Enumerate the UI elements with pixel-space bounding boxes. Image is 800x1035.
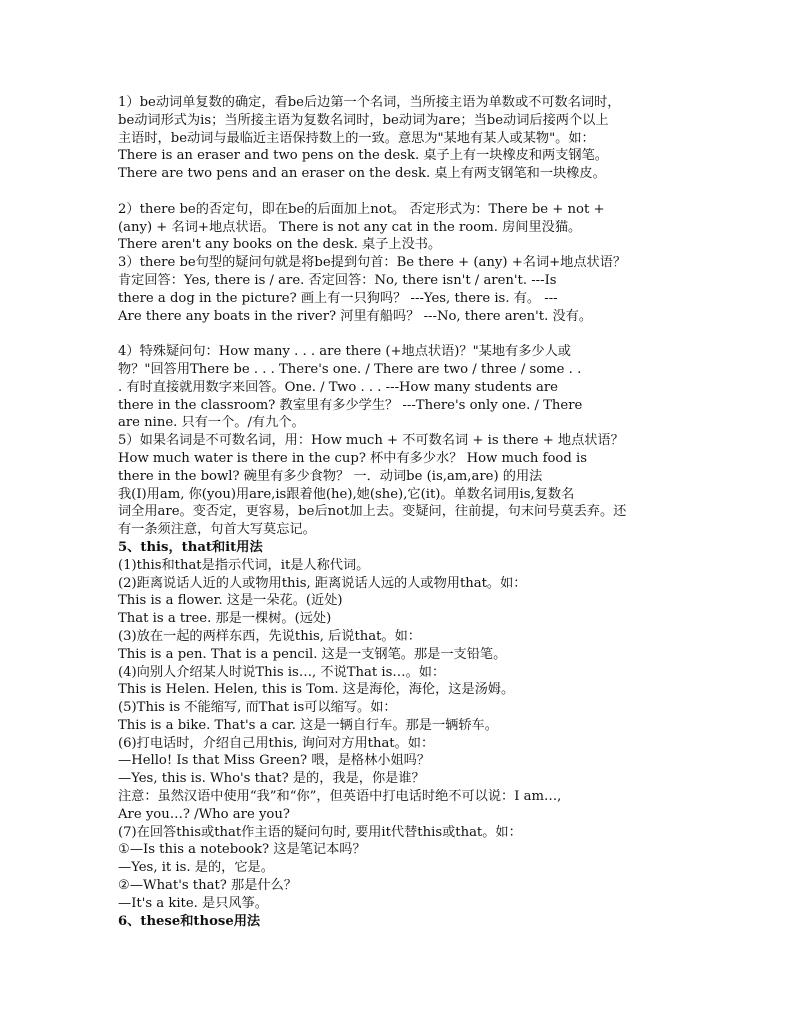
text-line: —Yes, it is. 是的，它是。 [118,860,274,876]
text-line: —It's a kite. 是只风筝。 [118,895,268,911]
text-line: Are there any boats in the river? 河里有船吗？ ---No, there aren't. 没有。 [118,308,593,324]
text-line: (any) + 名词+地点状语。 There is not any cat in the room. 房间里没猫。 [118,219,582,235]
paragraph-gap [118,183,696,201]
text-line: Are you…? /Who are you? [118,806,290,822]
text-line: —Yes, this is. Who's that? 是的，我是，你是谁？ [118,771,425,787]
text-line: there in the classroom? 教室里有多少学生？ ---There's only one. / There [118,397,583,413]
text-line: This is a flower. 这是一朵花。(近处) [118,593,343,609]
document-page [118,94,696,930]
text-line: (4)向别人介绍某人时说This is…, 不说That is…。如： [118,664,446,680]
text-line: 2）there be的否定句，即在be的后面加上not。 否定形式为：There be + not + [118,201,605,217]
text-line: 1）be动词单复数的确定，看be后边第一个名词，当所接主语为单数或不可数名词时， [118,95,621,110]
text-line: (2)距离说话人近的人或物用this, 距离说话人远的人或物用that。如： [118,575,527,591]
text-line: be动词形式为is；当所接主语为复数名词时，be动词为are；当be动词后接两个以上 [118,112,609,128]
text-line: 我(I)用am, 你(you)用are,is跟着他(he),她(she),它(it)。单数名词用is,复数名 [118,486,575,502]
text-line: ②—What's that? 那是什么？ [118,878,297,894]
text-line: This is Helen. Helen, this is Tom. 这是海伦，海伦，这是汤姆。 [118,682,515,698]
text-line: There are two pens and an eraser on the desk. 桌上有两支钢笔和一块橡皮。 [118,166,606,182]
text-line: This is a bike. That's a car. 这是一辆自行车。那是一辆轿车。 [118,717,498,733]
text-line: (1)this和that是指示代词，it是人称代词。 [118,557,370,573]
text-line: 词全用are。变否定，更容易，be后not加上去。变疑问，往前提，句末问号莫丢弃。还 [118,504,627,520]
text-line: This is a pen. That is a pencil. 这是一支钢笔。那是一支铅笔。 [118,646,507,662]
text-line: . 有时直接就用数字来回答。One. / Two . . . ---How many students are [118,379,558,395]
text-line: 物？"回答用There be . . . There's one. / There are two / three / some . . [118,361,582,377]
text-line: 3）there be句型的疑问句就是将be提到句首：Be there + (any) +名词+地点状语？ [118,255,627,271]
section-heading: 6、these和those用法 [118,913,261,929]
text-line: (7)在回答this或that作主语的疑问句时, 要用it代替this或that。如： [118,824,522,840]
text-line: are nine. 只有一个。/有九个。 [118,415,305,431]
text-line: 5）如果名词是不可数名词，用：How much + 不可数名词 + is there + 地点状语？ [118,433,624,449]
text-line: ①—Is this a notebook? 这是笔记本吗？ [118,842,366,858]
text-line: How much water is there in the cup? 杯中有多少水？ How much food is [118,450,587,466]
text-line: There is an eraser and two pens on the desk. 桌子上有一块橡皮和两支钢笔。 [118,148,608,164]
text-line: there in the bowl? 碗里有多少食物？ 一．动词be (is,am,are) 的用法 [118,468,543,484]
text-line: there a dog in the picture? 画上有一只狗吗？ ---Yes, there is. 有。 --- [118,290,558,306]
text-line: 有一条须注意，句首大写莫忘记。 [118,522,316,538]
text-line: 注意：虽然汉语中使用“我”和“你”，但英语中打电话时绝不可以说：I am…, [118,789,562,805]
text-line: (6)打电话时，介绍自己用this, 询问对方用that。如： [118,735,435,751]
text-line: 主语时，be动词与最临近主语保持数上的一致。意思为"某地有某人或某物"。如： [118,130,595,146]
text-line: 4）特殊疑问句：How many . . . are there (+地点状语)？"某地有多少人或 [118,344,571,360]
text-line: (3)放在一起的两样东西，先说this, 后说that。如： [118,628,421,644]
text-line: (5)This is 不能缩写, 而That is可以缩写。如： [118,700,397,716]
text-line: 肯定回答：Yes, there is / are. 否定回答：No, there isn't / aren't. ---Is [118,272,557,288]
text-line: That is a tree. 那是一棵树。(远处) [118,611,332,627]
paragraph-gap [118,325,696,343]
section-heading: 5、this，that和it用法 [118,539,263,555]
text-line: —Hello! Is that Miss Green? 喂，是格林小姐吗？ [118,753,431,769]
text-line: There aren't any books on the desk. 桌子上没书。 [118,237,442,253]
